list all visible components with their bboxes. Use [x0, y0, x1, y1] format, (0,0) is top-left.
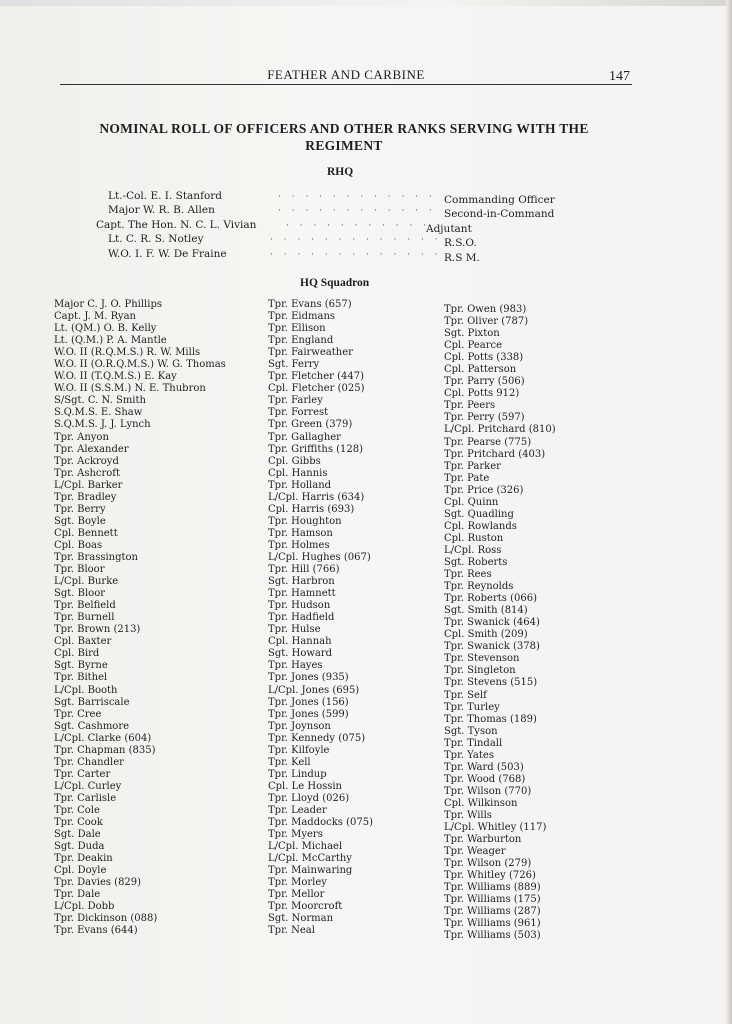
roll-entry: Tpr. Pearse (775)	[444, 436, 532, 448]
roll-entry: L/Cpl. Booth	[54, 684, 118, 696]
roll-entry: Tpr. Williams (175)	[444, 894, 541, 906]
roll-entry: Tpr. Parry (506)	[444, 376, 525, 388]
roll-entry: L/Cpl. Ross	[444, 544, 502, 556]
roll-entry: Tpr. Chandler	[54, 756, 124, 768]
rhq-heading: RHQ	[327, 166, 354, 178]
roll-entry: Cpl. Potts (338)	[444, 352, 524, 364]
roll-entry: Tpr. Owen (983)	[444, 304, 527, 315]
roll-entry: Tpr. Tindall	[444, 737, 503, 749]
roll-entry: Tpr. Hill (766)	[268, 564, 340, 576]
roll-entry: Tpr. Price (326)	[444, 484, 524, 496]
roll-column-3	[444, 304, 634, 942]
roll-entry: Tpr. Williams (889)	[444, 882, 541, 894]
roll-entry: Tpr. Dickinson (088)	[54, 913, 158, 925]
roll-entry: Tpr. Belfield	[54, 600, 116, 612]
roll-entry: Sgt. Boyle	[54, 515, 106, 527]
roll-entry: L/Cpl. Dobb	[54, 901, 115, 913]
roll-entry: Cpl. Boas	[54, 539, 103, 551]
roll-entry: Tpr. Leader	[268, 804, 327, 816]
roll-entry: Tpr. Yates	[444, 749, 494, 761]
roll-entry: Tpr. Bloor	[54, 564, 105, 576]
roll-entry: Tpr. Cook	[54, 817, 103, 829]
roll-entry: Tpr. Carlisle	[54, 792, 117, 804]
officer-role: R.S M.	[444, 251, 480, 264]
roll-entry: Sgt. Smith (814)	[444, 605, 528, 617]
roll-entry: Tpr. Kilfoyle	[268, 744, 330, 756]
roll-entry: Cpl. Le Hossin	[268, 780, 342, 792]
roll-entry: Tpr. Evans (644)	[54, 925, 138, 937]
roll-entry: Tpr. Swanick (378)	[444, 641, 540, 653]
roll-entry: Cpl. Potts 912)	[444, 388, 520, 400]
roll-entry: Tpr. Alexander	[54, 443, 129, 455]
officer-role: Second-in-Command	[444, 208, 555, 221]
roll-entry: Sgt. Ferry	[268, 359, 320, 371]
roll-entry: Tpr. Roberts (066)	[444, 593, 537, 605]
roll-entry: Cpl. Bird	[54, 648, 100, 660]
roll-entry: Lt. (QM.) O. B. Kelly	[54, 323, 157, 335]
roll-entry: Cpl. Pearce	[444, 340, 503, 352]
roll-entry: Tpr. Kennedy (075)	[268, 732, 366, 744]
roll-entry: Tpr. Jones (935)	[268, 672, 349, 684]
roll-entry: Tpr. Myers	[268, 829, 323, 841]
roll-entry: Tpr. Holmes	[268, 539, 330, 551]
roll-entry: Cpl. Hannah	[268, 636, 332, 648]
roll-entry: L/Cpl. Michael	[268, 841, 343, 853]
roll-entry: S.Q.M.S. J. J. Lynch	[54, 419, 151, 431]
roll-entry: L/Cpl. Pritchard (810)	[444, 424, 556, 436]
roll-entry: Tpr. Carter	[54, 768, 111, 780]
roll-entry: Cpl. Wilkinson	[444, 797, 518, 809]
running-title: FEATHER AND CARBINE	[267, 67, 425, 82]
roll-entry: Sgt. Roberts	[444, 556, 508, 568]
roll-entry: Cpl. Patterson	[444, 364, 517, 376]
roll-entry: Capt. J. M. Ryan	[54, 311, 136, 323]
roll-entry: Tpr. Mainwaring	[268, 865, 353, 877]
roll-entry: Tpr. Ackroyd	[54, 455, 119, 467]
roll-entry: Cpl. Fletcher (025)	[268, 383, 365, 395]
roll-entry: Tpr. Moorcroft	[268, 901, 343, 913]
roll-entry: Tpr. Rees	[444, 569, 492, 581]
roll-entry: Tpr. Perry (597)	[444, 412, 525, 424]
page-title	[60, 120, 628, 154]
roll-entry: Cpl. Ruston	[444, 532, 504, 544]
roll-entry: Tpr. England	[268, 335, 334, 347]
roll-entry: Sgt. Bloor	[54, 588, 105, 600]
officer-name: Major W. R. B. Allen	[108, 204, 215, 217]
roll-entry: Tpr. Williams (961)	[444, 918, 541, 930]
page-top-edge	[0, 0, 732, 6]
roll-entry: Tpr. Davies (829)	[54, 877, 142, 889]
roll-entry: W.O. II (S.S.M.) N. E. Thubron	[54, 383, 206, 395]
roll-entry: Tpr. Ellison	[268, 323, 326, 335]
running-header	[60, 66, 632, 85]
roll-entry: Tpr. Warburton	[444, 834, 522, 846]
roll-entry: Tpr. Evans (657)	[268, 299, 352, 310]
roll-entry: W.O. II (R.Q.M.S.) R. W. Mills	[54, 347, 201, 359]
roll-column-1	[54, 299, 274, 937]
roll-entry: Cpl. Gibbs	[268, 455, 321, 467]
roll-entry: Major C. J. O. Phillips	[54, 299, 162, 310]
roll-entry: Tpr. Eidmans	[268, 311, 336, 323]
roll-entry: Tpr. Parker	[444, 460, 501, 472]
roll-entry: Tpr. Jones (156)	[268, 696, 349, 708]
roll-entry: Tpr. Self	[444, 689, 487, 701]
roll-entry: Tpr. Farley	[268, 395, 323, 407]
roll-entry: Tpr. Williams (503)	[444, 930, 541, 942]
roll-entry: Tpr. Lloyd (026)	[268, 792, 350, 804]
roll-entry: Cpl. Hannis	[268, 467, 328, 479]
roll-entry: Tpr. Forrest	[268, 407, 329, 419]
roll-entry: Tpr. Morley	[268, 877, 327, 889]
roll-entry: L/Cpl. Burke	[54, 576, 119, 588]
roll-entry: L/Cpl. McCarthy	[268, 853, 352, 865]
roll-entry: Tpr. Dale	[54, 889, 101, 901]
roll-entry: Tpr. Hulse	[268, 624, 321, 636]
roll-entry: Sgt. Pixton	[444, 328, 500, 340]
roll-entry: Tpr. Oliver (787)	[444, 316, 529, 328]
roll-entry: Sgt. Dale	[54, 829, 101, 841]
roll-entry: Tpr. Fletcher (447)	[268, 371, 364, 383]
roll-entry: L/Cpl. Whitley (117)	[444, 822, 547, 834]
officer-name: Lt. C. R. S. Notley	[108, 233, 204, 246]
roll-entry: Tpr. Ashcroft	[54, 467, 121, 479]
roll-entry: Tpr. Hudson	[268, 600, 331, 612]
roll-entry: W.O. II (O.R.Q.M.S.) W. G. Thomas	[54, 359, 226, 371]
roll-entry: Tpr. Whitley (726)	[444, 870, 536, 882]
roll-entry: Tpr. Green (379)	[268, 419, 353, 431]
roll-entry: Tpr. Holland	[268, 479, 332, 491]
rhq-officer-names	[96, 189, 286, 261]
roll-entry: Tpr. Joynson	[268, 720, 331, 732]
officer-role: R.S.O.	[444, 237, 477, 250]
officer-name: Capt. The Hon. N. C. L. Vivian	[96, 218, 257, 231]
roll-entry: Tpr. Bradley	[54, 491, 117, 503]
roll-entry: Sgt. Quadling	[444, 508, 514, 520]
roll-entry: Tpr. Jones (599)	[268, 708, 349, 720]
title-line-2: REGIMENT	[305, 138, 383, 153]
roll-entry: Cpl. Doyle	[54, 865, 107, 877]
roll-entry: Sgt. Tyson	[444, 725, 498, 737]
rhq-officer-roles	[426, 193, 596, 265]
roll-entry: Tpr. Williams (287)	[444, 906, 541, 918]
roll-entry: Tpr. Hamson	[268, 527, 333, 539]
roll-entry: Cpl. Bennett	[54, 527, 118, 539]
roll-entry: Tpr. Wood (768)	[444, 773, 526, 785]
roll-entry: Sgt. Harbron	[268, 576, 335, 588]
roll-entry: Tpr. Lindup	[268, 768, 327, 780]
roll-entry: Sgt. Cashmore	[54, 720, 130, 732]
title-line-1: NOMINAL ROLL OF OFFICERS AND OTHER RANKS SERVING WITH THE	[99, 121, 589, 136]
roll-entry: Sgt. Duda	[54, 841, 105, 853]
roll-entry: Tpr. Reynolds	[444, 581, 514, 593]
roll-entry: S.Q.M.S. E. Shaw	[54, 407, 143, 419]
roll-entry: Sgt. Byrne	[54, 660, 108, 672]
roll-entry: Cpl. Harris (693)	[268, 503, 355, 515]
roll-entry: Tpr. Kell	[268, 756, 311, 768]
roll-entry: L/Cpl. Hughes (067)	[268, 551, 371, 563]
roll-entry: Tpr. Bithel	[54, 672, 108, 684]
roll-entry: Tpr. Hayes	[268, 660, 323, 672]
roll-entry: Tpr. Cree	[54, 708, 102, 720]
roll-entry: Tpr. Berry	[54, 503, 106, 515]
roll-entry: Tpr. Pate	[444, 472, 490, 484]
roll-entry: Tpr. Chapman (835)	[54, 744, 156, 756]
roll-entry: S/Sgt. C. N. Smith	[54, 395, 146, 407]
roll-entry: Tpr. Brassington	[54, 551, 138, 563]
roll-entry: Tpr. Brown (213)	[54, 624, 141, 636]
roll-entry: L/Cpl. Barker	[54, 479, 123, 491]
roll-entry: Tpr. Anyon	[54, 431, 109, 443]
roll-entry: Tpr. Griffiths (128)	[268, 443, 364, 455]
roll-column-2	[268, 299, 448, 937]
roll-entry: Sgt. Norman	[268, 913, 334, 925]
roll-entry: Tpr. Wilson (770)	[444, 785, 532, 797]
roll-entry: Tpr. Thomas (189)	[444, 713, 537, 725]
officer-name: Lt.-Col. E. I. Stanford	[108, 190, 223, 202]
roll-entry: Cpl. Quinn	[444, 496, 499, 508]
hq-squadron-heading: HQ Squadron	[300, 277, 370, 289]
roll-entry: Tpr. Hamnett	[268, 588, 336, 600]
roll-entry: L/Cpl. Curley	[54, 780, 122, 792]
roll-entry: Tpr. Swanick (464)	[444, 617, 540, 629]
officer-role: Adjutant	[426, 222, 472, 235]
roll-entry: Cpl. Smith (209)	[444, 629, 528, 641]
roll-entry: Lt. (Q.M.) P. A. Mantle	[54, 335, 167, 347]
roll-entry: Tpr. Singleton	[444, 665, 516, 677]
roll-entry: Tpr. Stevenson	[444, 653, 520, 665]
roll-entry: Tpr. Burnell	[54, 612, 115, 624]
roll-entry: Tpr. Wills	[444, 809, 492, 821]
roll-entry: Tpr. Maddocks (075)	[268, 817, 373, 829]
roll-entry: Tpr. Stevens (515)	[444, 677, 538, 689]
roll-entry: Cpl. Rowlands	[444, 520, 517, 532]
roll-entry: Tpr. Hadfield	[268, 612, 335, 624]
page-number: 147	[609, 69, 630, 84]
roll-entry: Sgt. Howard	[268, 648, 333, 660]
roll-entry: L/Cpl. Harris (634)	[268, 491, 365, 503]
officer-name: W.O. I. F. W. De Fraine	[108, 247, 227, 260]
roll-entry: Tpr. Mellor	[268, 889, 325, 901]
roll-entry: Tpr. Peers	[444, 400, 496, 412]
roll-entry: L/Cpl. Jones (695)	[268, 684, 360, 696]
roll-entry: Tpr. Gallagher	[268, 431, 341, 443]
officer-role: Commanding Officer	[444, 194, 555, 206]
roll-entry: Tpr. Cole	[54, 804, 100, 816]
roll-entry: Tpr. Wilson (279)	[444, 858, 532, 870]
roll-entry: W.O. II (T.Q.M.S.) E. Kay	[54, 371, 177, 383]
roll-entry: Sgt. Barriscale	[54, 696, 130, 708]
roll-entry: Cpl. Baxter	[54, 636, 112, 648]
roll-entry: Tpr. Weager	[444, 846, 506, 858]
roll-entry: Tpr. Houghton	[268, 515, 342, 527]
roll-entry: L/Cpl. Clarke (604)	[54, 732, 152, 744]
page-right-edge	[726, 0, 732, 1024]
roll-entry: Tpr. Fairweather	[268, 347, 353, 359]
leader-dots: · · · · · · · · · · · · · · · · · · · · · · · · · · · · · · · · · · · · · · · · · · · · · · · · · · · · · · · · · · · · ·	[270, 192, 442, 260]
roll-entry: Tpr. Pritchard (403)	[444, 448, 546, 460]
roll-entry: Tpr. Deakin	[54, 853, 113, 865]
roll-entry: Tpr. Ward (503)	[444, 761, 524, 773]
roll-entry: Tpr. Turley	[444, 701, 500, 713]
roll-entry: Tpr. Neal	[268, 925, 315, 937]
